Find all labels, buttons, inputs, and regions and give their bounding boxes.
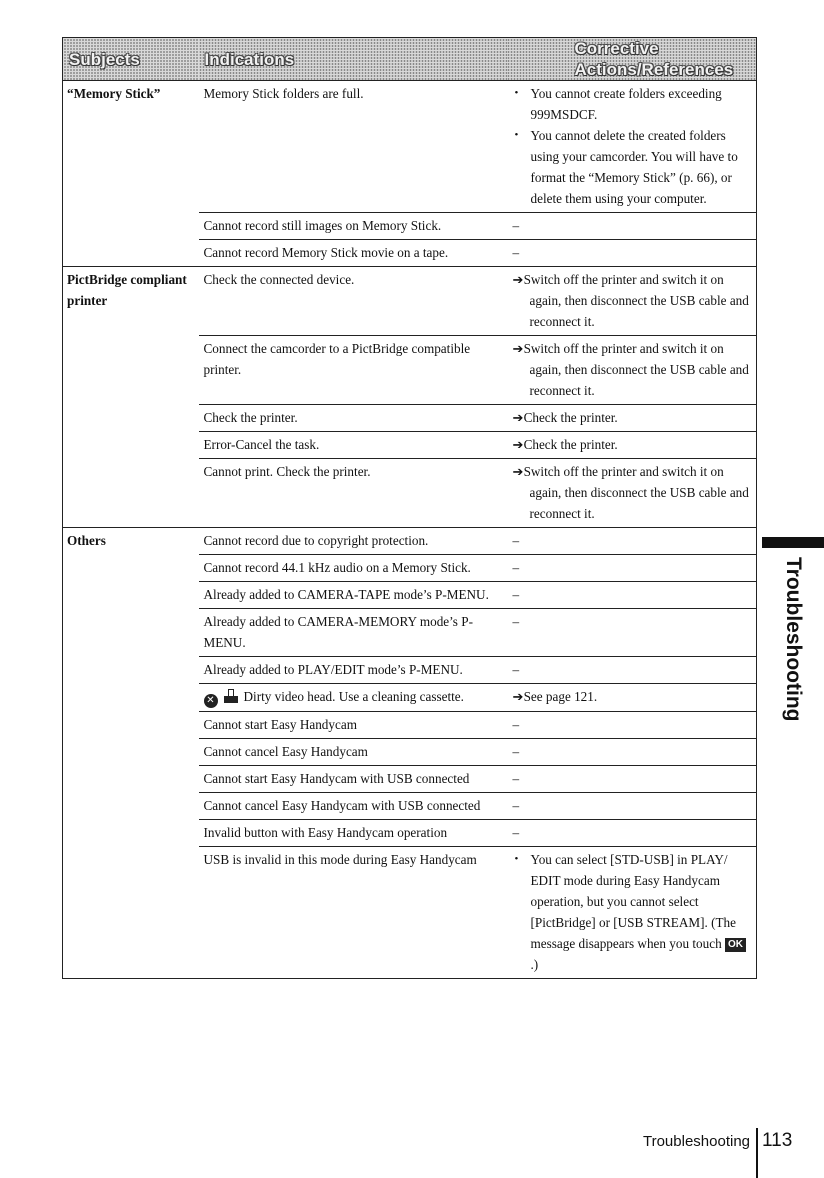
- action-text: Check the printer.: [523, 437, 618, 452]
- side-tab-label: Troubleshooting: [782, 557, 805, 722]
- action-text: –: [507, 793, 757, 820]
- footer-divider: [756, 1128, 758, 1178]
- table-row: [63, 267, 757, 336]
- subject-memory-stick: “Memory Stick”: [63, 81, 199, 267]
- action-text: –: [507, 712, 757, 739]
- table-row: [63, 528, 757, 555]
- indication-text: Already added to PLAY/EDIT mode’s P-MENU.: [199, 657, 507, 684]
- header-indications: Indications: [199, 38, 507, 81]
- action-text: –: [507, 555, 757, 582]
- action-cell: [507, 847, 757, 979]
- header-subjects: Subjects: [63, 38, 199, 81]
- action-cell: [507, 405, 757, 432]
- table-header-row: [63, 38, 757, 81]
- indication-text: Cannot start Easy Handycam with USB connected: [199, 766, 507, 793]
- troubleshooting-table: [62, 37, 757, 979]
- action-cell: [507, 267, 757, 336]
- indication-text: Cannot cancel Easy Handycam with USB connected: [199, 793, 507, 820]
- action-text: again, then disconnect the USB cable and reconnect it.: [529, 485, 749, 521]
- arrow-icon: ➔: [512, 689, 524, 704]
- indication-text: Memory Stick folders are full.: [199, 81, 507, 213]
- indication-text: Check the printer.: [199, 405, 507, 432]
- indication-text: Cannot print. Check the printer.: [199, 459, 507, 528]
- action-bullet-list: [513, 83, 753, 209]
- indication-text: Cannot record Memory Stick movie on a tape.: [199, 240, 507, 267]
- footer-section-title: Troubleshooting: [642, 1133, 750, 1150]
- action-text: Switch off the printer and switch it on: [523, 272, 724, 287]
- action-text: –: [507, 528, 757, 555]
- indication-text: Cannot record due to copyright protection.: [199, 528, 507, 555]
- action-text: –: [507, 766, 757, 793]
- arrow-icon: ➔: [512, 437, 524, 452]
- indication-text: Connect the camcorder to a PictBridge compatible printer.: [199, 336, 507, 405]
- action-cell: [507, 432, 757, 459]
- action-cell: [507, 81, 757, 213]
- action-text: Check the printer.: [523, 410, 618, 425]
- indication-text: Invalid button with Easy Handycam operation: [199, 820, 507, 847]
- action-text: –: [507, 657, 757, 684]
- action-text: –: [507, 820, 757, 847]
- indication-text: Dirty video head. Use a cleaning cassette.: [243, 689, 464, 704]
- side-tab-bar: [762, 537, 824, 548]
- arrow-icon: ➔: [512, 410, 524, 425]
- page-number: 113: [762, 1130, 793, 1151]
- action-text: –: [507, 739, 757, 766]
- indication-cell: [199, 684, 507, 712]
- action-text: –: [507, 240, 757, 267]
- action-text: You can select [STD-USB] in PLAY/ EDIT mode during Easy Handycam operation, but you cannot select [PictBridge] or [USB STREAM]. (The message disappears when you touch: [530, 852, 736, 951]
- indication-text: Cannot start Easy Handycam: [199, 712, 507, 739]
- warning-icon: ✕: [204, 694, 218, 708]
- arrow-icon: ➔: [512, 272, 524, 287]
- action-bullet: [513, 849, 753, 975]
- action-bullet: • You cannot delete the created folders using your camcorder. You will have to format the “Memory Stick” (p. 66), or delete them using your computer.: [513, 125, 753, 209]
- action-text: again, then disconnect the USB cable and reconnect it.: [529, 293, 749, 329]
- action-cell: [507, 684, 757, 712]
- subject-others: Others: [63, 528, 199, 979]
- indication-text: Cannot cancel Easy Handycam: [199, 739, 507, 766]
- action-text: –: [507, 609, 757, 657]
- action-text: –: [507, 582, 757, 609]
- table-row: [63, 81, 757, 213]
- header-corrective-actions: Corrective Actions/References: [507, 38, 757, 81]
- indication-text: Cannot record still images on Memory Stick.: [199, 213, 507, 240]
- action-bullet: • You cannot create folders exceeding 999MSDCF.: [513, 83, 753, 125]
- action-text: Switch off the printer and switch it on: [523, 341, 724, 356]
- indication-text: Check the connected device.: [199, 267, 507, 336]
- indication-text: Error-Cancel the task.: [199, 432, 507, 459]
- arrow-icon: ➔: [512, 341, 524, 356]
- indication-text: Already added to CAMERA-MEMORY mode’s P-MENU.: [199, 609, 507, 657]
- action-text: again, then disconnect the USB cable and reconnect it.: [529, 362, 749, 398]
- arrow-icon: ➔: [512, 464, 524, 479]
- ok-button-icon: OK: [725, 938, 746, 952]
- action-text: .): [530, 957, 539, 972]
- cleaning-cassette-icon: [224, 689, 238, 703]
- indication-text: Already added to CAMERA-TAPE mode’s P-MENU.: [199, 582, 507, 609]
- action-text: See page 121.: [523, 689, 598, 704]
- action-text: –: [507, 213, 757, 240]
- action-bullet-list: [513, 849, 753, 975]
- section-side-tab: [762, 537, 824, 722]
- action-cell: [507, 459, 757, 528]
- action-cell: [507, 336, 757, 405]
- action-text: Switch off the printer and switch it on: [523, 464, 724, 479]
- indication-text: USB is invalid in this mode during Easy Handycam: [199, 847, 507, 979]
- indication-text: Cannot record 44.1 kHz audio on a Memory Stick.: [199, 555, 507, 582]
- subject-pictbridge: PictBridge compliant printer: [63, 267, 199, 528]
